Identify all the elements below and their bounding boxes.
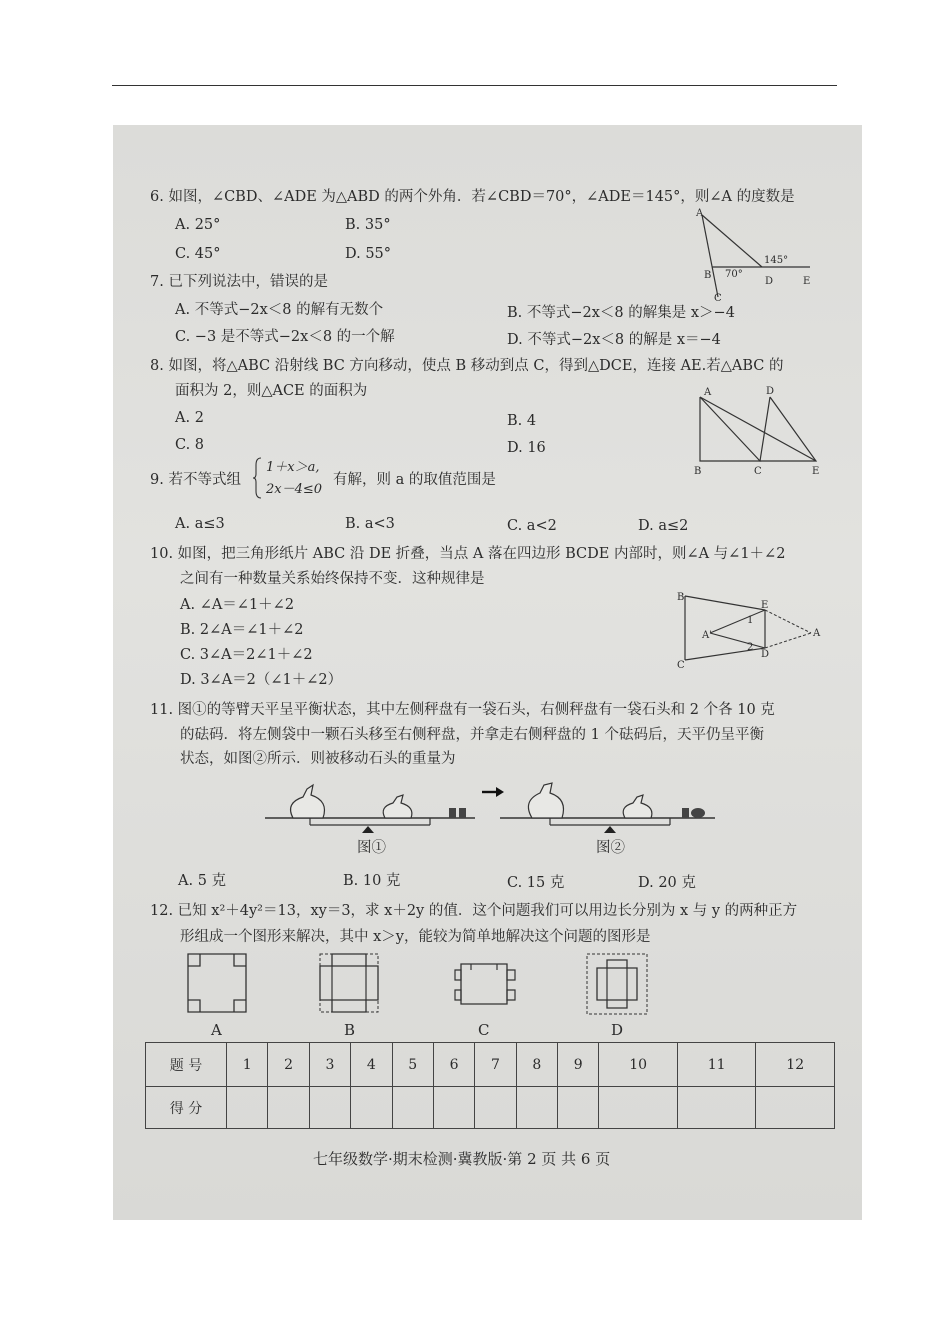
q8-option-d: D. 16	[507, 440, 546, 456]
score-cell[interactable]	[227, 1087, 268, 1129]
q11-stem-line3: 状态，如图②所示．则被移动石头的重量为	[180, 751, 456, 767]
q6-option-d: D. 55°	[345, 246, 392, 262]
q12-label-a: A	[211, 1021, 222, 1039]
q10-fig-label-a-prime: A'	[702, 630, 712, 641]
q10-option-d: D. 3∠A＝2（∠1＋∠2）	[180, 672, 343, 688]
q12-figure-b	[318, 952, 380, 1014]
q12-figure-c	[453, 962, 517, 1006]
q10-figure	[675, 588, 825, 673]
q8-option-a: A. 2	[175, 410, 204, 426]
q9-option-d: D. a≤2	[638, 518, 689, 534]
q10-fig-label-c: C	[677, 660, 685, 671]
q6-fig-label-a: A	[696, 208, 704, 219]
q6-option-b: B. 35°	[345, 217, 391, 233]
q12-stem-line2: 形组成一个图形来解决，其中 x＞y，能较为简单地解决这个问题的图形是	[180, 929, 651, 945]
score-cell[interactable]	[516, 1087, 557, 1129]
q7-option-c: C. −3 是不等式−2x＜8 的一个解	[175, 329, 395, 345]
q10-stem-line2: 之间有一种数量关系始终保持不变．这种规律是	[180, 571, 485, 587]
score-cell[interactable]	[558, 1087, 599, 1129]
q6-fig-label-c: C	[714, 293, 722, 304]
q8-stem-line2: 面积为 2，则△ACE 的面积为	[175, 383, 368, 399]
q10-option-c: C. 3∠A＝2∠1＋∠2	[180, 647, 313, 663]
q8-option-b: B. 4	[507, 413, 537, 429]
q11-option-d: D. 20 克	[638, 875, 696, 891]
q11-balance-figure-1	[265, 775, 485, 835]
q6-fig-label-d: D	[765, 276, 774, 287]
row-header-number: 题 号	[146, 1043, 227, 1087]
q11-option-a: A. 5 克	[178, 873, 227, 889]
q6-fig-angle-70: 70°	[725, 269, 743, 280]
q6-fig-angle-145: 145°	[764, 255, 789, 266]
q9-inequality-2: 2x－4≤0	[266, 482, 323, 497]
q6-option-c: C. 45°	[175, 246, 221, 262]
q6-stem: 6. 如图，∠CBD、∠ADE 为△ABD 的两个外角．若∠CBD＝70°，∠ADE＝145°，则∠A 的度数是	[150, 189, 795, 205]
q8-fig-label-c: C	[754, 466, 762, 477]
score-cell[interactable]	[309, 1087, 350, 1129]
q10-fig-angle-1: 1	[747, 615, 754, 626]
q9-option-b: B. a<3	[345, 516, 395, 532]
q10-fig-label-a: A	[813, 628, 821, 639]
question-number-cell: 4	[351, 1043, 392, 1087]
question-number-cell: 12	[756, 1043, 835, 1087]
q10-fig-label-b: B	[677, 592, 685, 603]
header-rule	[112, 85, 837, 86]
answer-table-number-row	[146, 1043, 835, 1087]
q8-figure	[690, 385, 825, 480]
score-cell[interactable]	[677, 1087, 756, 1129]
q7-stem: 7. 已下列说法中，错误的是	[150, 274, 328, 290]
q9-option-a: A. a≤3	[175, 516, 225, 532]
question-number-cell: 5	[392, 1043, 433, 1087]
answer-table	[145, 1042, 835, 1129]
q8-fig-label-d: D	[766, 386, 775, 397]
q12-figure-a	[186, 952, 248, 1014]
score-cell[interactable]	[351, 1087, 392, 1129]
q11-stem-line2: 的砝码．将左侧袋中一颗石头移至右侧秤盘，并拿走右侧秤盘的 1 个砝码后，天平仍呈平衡	[180, 727, 764, 743]
q12-stem-line1: 12. 已知 x²＋4y²＝13，xy＝3，求 x＋2y 的值．这个问题我们可以用边长分别为 x 与 y 的两种正方	[150, 903, 798, 919]
q10-fig-label-d: D	[761, 649, 770, 660]
question-number-cell: 11	[677, 1043, 756, 1087]
q10-option-a: A. ∠A＝∠1＋∠2	[180, 597, 295, 613]
score-cell[interactable]	[599, 1087, 678, 1129]
q10-fig-angle-2: 2	[747, 642, 754, 653]
q10-option-b: B. 2∠A＝∠1＋∠2	[180, 622, 304, 638]
q9-stem-pre: 9. 若不等式组	[150, 472, 241, 488]
score-cell[interactable]	[475, 1087, 516, 1129]
score-cell[interactable]	[268, 1087, 309, 1129]
q11-fig1-caption: 图①	[357, 840, 386, 856]
q8-fig-label-b: B	[694, 466, 702, 477]
q6-fig-label-e: E	[803, 276, 811, 287]
q9-option-c: C. a<2	[507, 518, 557, 534]
q9-stem-post: 有解，则 a 的取值范围是	[333, 472, 496, 488]
question-number-cell: 8	[516, 1043, 557, 1087]
q11-stem-line1: 11. 图①的等臂天平呈平衡状态，其中左侧秤盘有一袋石头，右侧秤盘有一袋石头和 2 个各 10 克	[150, 702, 775, 718]
q7-option-b: B. 不等式−2x＜8 的解集是 x＞−4	[507, 305, 735, 321]
q11-balance-figure-2	[500, 775, 725, 835]
page-footer: 七年级数学·期末检测·冀教版·第 2 页 共 6 页	[313, 1150, 611, 1168]
q8-stem-line1: 8. 如图，将△ABC 沿射线 BC 方向移动，使点 B 移动到点 C，得到△DCE，连接 AE.若△ABC 的	[150, 358, 784, 374]
q12-label-b: B	[344, 1021, 356, 1039]
question-number-cell: 3	[309, 1043, 350, 1087]
q6-option-a: A. 25°	[175, 217, 221, 233]
q6-figure	[690, 205, 820, 305]
question-number-cell: 9	[558, 1043, 599, 1087]
question-number-cell: 10	[599, 1043, 678, 1087]
question-number-cell: 6	[433, 1043, 474, 1087]
q11-option-b: B. 10 克	[343, 873, 401, 889]
question-number-cell: 2	[268, 1043, 309, 1087]
question-number-cell: 7	[475, 1043, 516, 1087]
q6-fig-label-b: B	[704, 270, 712, 281]
q8-fig-label-e: E	[812, 466, 820, 477]
q10-fig-label-e: E	[761, 600, 769, 611]
score-cell[interactable]	[756, 1087, 835, 1129]
q8-fig-label-a: A	[704, 387, 712, 398]
row-header-score: 得 分	[146, 1087, 227, 1129]
score-cell[interactable]	[392, 1087, 433, 1129]
question-number-cell: 1	[227, 1043, 268, 1087]
q9-brace	[253, 457, 263, 499]
q11-option-c: C. 15 克	[507, 875, 565, 891]
q11-fig2-caption: 图②	[596, 840, 625, 856]
score-cell[interactable]	[433, 1087, 474, 1129]
q10-stem-line1: 10. 如图，把三角形纸片 ABC 沿 DE 折叠，当点 A 落在四边形 BCDE 内部时，则∠A 与∠1＋∠2	[150, 546, 786, 562]
q7-option-d: D. 不等式−2x＜8 的解是 x＝−4	[507, 332, 721, 348]
q9-inequality-1: 1＋x＞a,	[266, 460, 320, 475]
q12-label-c: C	[478, 1021, 490, 1039]
q12-figure-d	[585, 952, 649, 1016]
q7-option-a: A. 不等式−2x＜8 的解有无数个	[175, 302, 384, 318]
q12-label-d: D	[611, 1021, 624, 1039]
q8-option-c: C. 8	[175, 437, 205, 453]
answer-table-score-row	[146, 1087, 835, 1129]
